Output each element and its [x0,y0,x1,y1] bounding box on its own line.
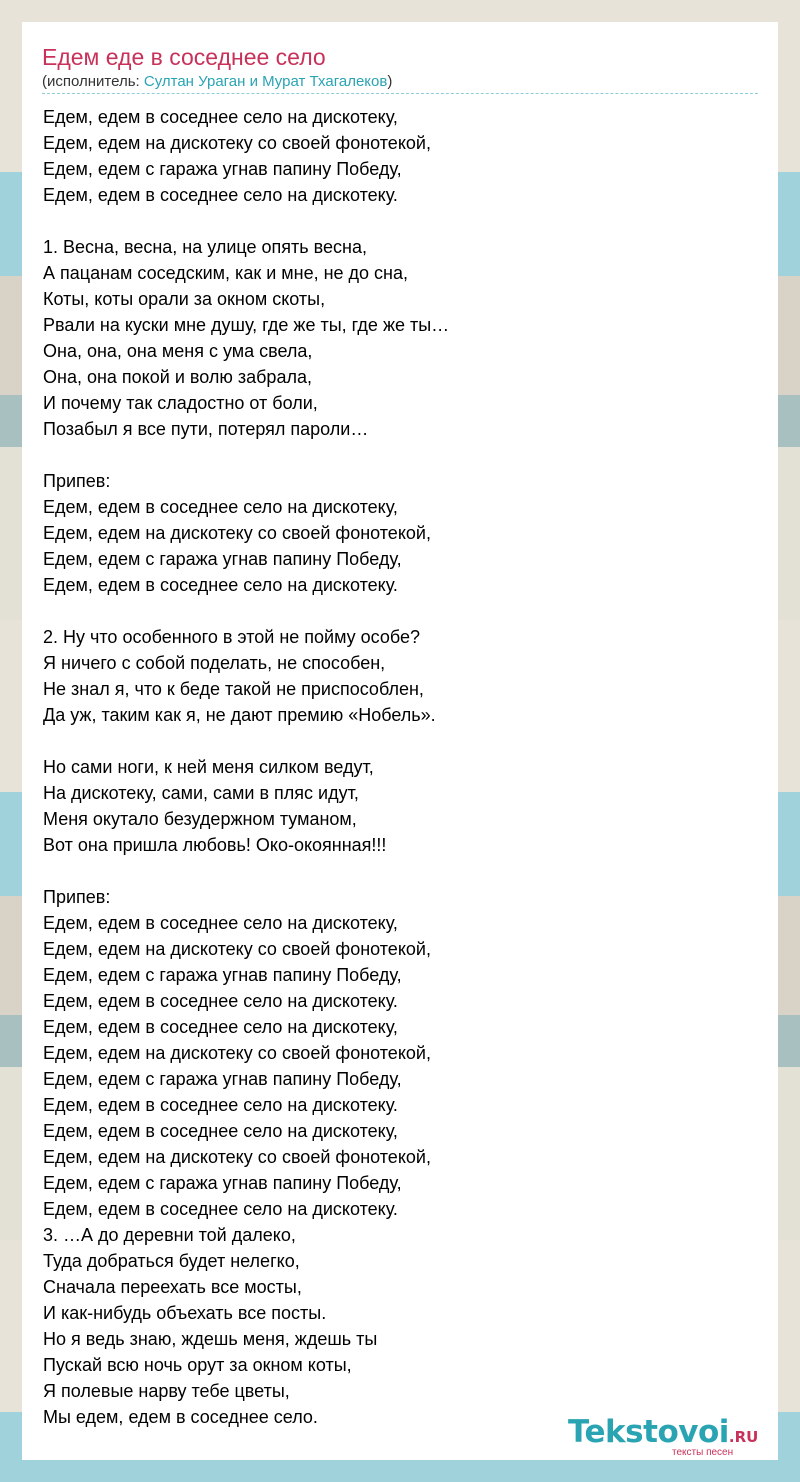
performer-line [42,73,392,91]
performer-suffix: ) [387,73,393,90]
site-logo[interactable] [568,1414,778,1460]
artist-link[interactable]: Султан Ураган и Мурат Тхагалеков [143,73,388,90]
performer-prefix: (исполнитель: [42,73,144,90]
song-title: Едем еде в соседнее село [42,44,326,70]
title-divider [42,93,758,94]
lyrics-card [22,22,778,1460]
lyrics-text: Едем, едем в соседнее село на дискотеку, Едем, едем на дискотеку со своей фонотекой, Едем, едем с гаража угнав папину Победу, Едем, едем в соседнее село на дискотеку. 1. Весна, весна, на улице опять весна, А пацанам соседским, как и мне, не до сна, Коты, коты орали за окном скоты, Рвали на куски мне душу, где же ты, где же ты… Она, она, она меня с ума свела, Она, она покой и волю забрала, И почему так сладостно от боли, Позабыл я все пути, потерял пароли… Припев: Едем, едем в соседнее село на дискотеку, Едем, едем на дискотеку со своей фонотекой, Едем, едем с гаража угнав папину Победу, Едем, едем в соседнее село на дискотеку. 2. Ну что особенного в этой не пойму особе? Я ничего с собой поделать, не способен, Не знал я, что к беде такой не приспособлен, Да уж, таким как я, не дают премию «Нобель». Но сами ноги, к ней меня силком ведут, На дискотеку, сами, сами в пляс идут, Меня окутало безудержном туманом, Вот она пришла любовь! Око-окоянная!!! Припев: Едем, едем в соседнее село на дискотеку, Едем, едем на дискотеку со своей фонотекой, Едем, едем с гаража угнав папину Победу, Едем, едем в соседнее село на дискотеку. Едем, едем в соседнее село на дискотеку, Едем, едем на дискотеку со своей фонотекой, Едем, едем с гаража угнав папину Победу, Едем, едем в соседнее село на дискотеку. Едем, едем в соседнее село на дискотеку, Едем, едем на дискотеку со своей фонотекой, Едем, едем с гаража угнав папину Победу, Едем, едем в соседнее село на дискотеку. 3. …А до деревни той далеко, Туда добраться будет нелегко, Сначала переехать все мосты, И как-нибудь объехать все посты. Но я ведь знаю, ждешь меня, ждешь ты Пускай всю ночь орут за окном коты, Я полевые нарву тебе цветы, Мы едем, едем в соседнее село. [43,107,450,1427]
logo-name: Tekstovoi [568,1414,729,1450]
logo-tagline: тексты песен [672,1447,734,1458]
logo-tld: .RU [728,1428,759,1446]
